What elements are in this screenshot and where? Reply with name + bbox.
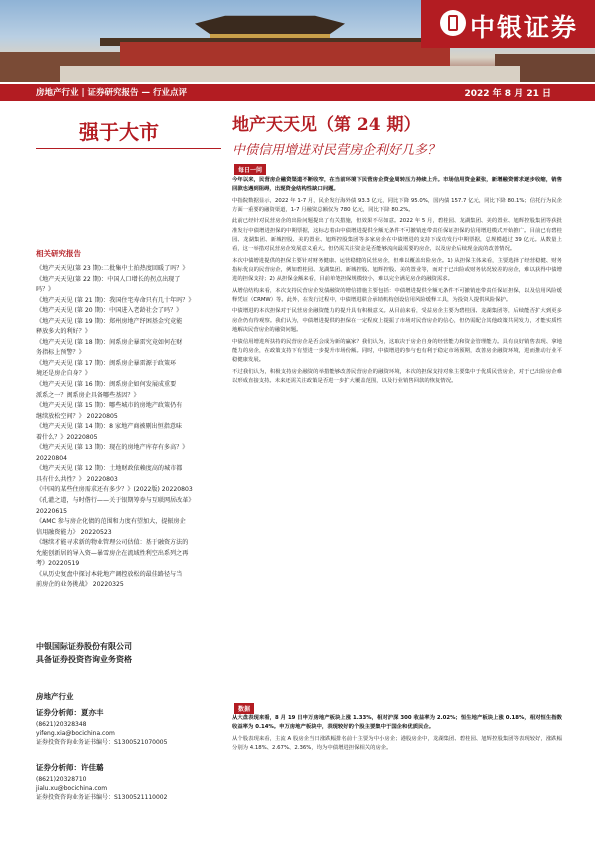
related-report-item[interactable]: 派系之一？闽系房企具备哪些基因？》 <box>36 391 140 399</box>
related-report-item[interactable]: 释放多大的利好？》 <box>36 328 91 336</box>
analyst-name: 证券分析师：夏亦丰 <box>36 708 104 717</box>
report-header-bar <box>0 84 595 101</box>
company-qualification: 具备证券投资咨询业务资格 <box>36 655 132 664</box>
related-report-item[interactable]: 《孔灌之道，与时偕行——关于银期筹券与互联网居改革》 <box>36 497 195 505</box>
related-report-item[interactable]: 具有什么共性？》 20220803 <box>36 475 118 483</box>
analyst-email[interactable]: yifeng.xia@bocichina.com <box>36 730 115 737</box>
related-report-item[interactable]: 《地产天天见 (第 18 期)：间系房企暴雷究竟如何在财 <box>36 338 183 346</box>
related-report-item[interactable]: 境还是房企自身？》 <box>36 370 91 378</box>
related-report-item[interactable]: 《地产天天见 (第 15 期)：哪些城市的房地产政策仍有 <box>36 402 183 410</box>
related-report-item[interactable]: 《地产天天见(第 23 期):二批集中土拍热度回暖了吗？》 <box>36 265 189 272</box>
report-title: 地产天天见（第 24 期） <box>232 115 421 135</box>
divider <box>36 148 221 149</box>
related-report-item[interactable]: 着什么？》20220805 <box>36 433 98 441</box>
paragraph: 中指院数据显示，2022 年 1-7 月，民企发行海外债 93.3 亿元，同比下降 95.0%，国内债 157.7 亿元，同比下降 80.1%；信托行为民企方面一重要的融资渠道，1-7 月融资总额仅为 780 亿元，同比下降 80.2%。 <box>232 197 562 214</box>
related-reports-list <box>36 264 216 591</box>
report-date: 2022 年 8 月 21 日 <box>464 89 551 99</box>
company-info <box>36 640 132 666</box>
related-reports-title: 相关研究报告 <box>36 249 81 258</box>
related-report-item[interactable]: 20220804 <box>36 454 68 462</box>
paragraph: 中债增进的本次担保对于民营房企融资能力的提升具有积极意义。从目前来看，受益房企主要为碧桂园、龙湖集团等，后续能否扩大到更多房企仍有待观察。我们认为，中债增进提供的担保在一定程度上提振了市场对民营房企的信心，但仍需配合其他政策共同发力，才能实质性地解决民营房企的融资问题。 <box>232 308 562 334</box>
section-tag: 数据 <box>234 703 254 714</box>
related-report-item[interactable]: 《地产天天见 (第 14 期)：8 家地产商被剔出恒指意味 <box>36 423 183 431</box>
analyst-name: 证券分析师：许佳璐 <box>36 763 104 772</box>
related-report-item[interactable]: 《中国的某些住房需求还有多少？》(2022版) 20220803 <box>36 486 193 494</box>
related-report-item[interactable]: 《地产天天见 (第 19 期)：郑州房地产纾困基金究竟能 <box>36 317 183 325</box>
body-text <box>232 176 562 388</box>
analyst-email[interactable]: jialu.xu@bocichina.com <box>36 785 108 792</box>
company-name: 中银国际证券股份有限公司 <box>36 642 132 651</box>
related-report-item[interactable]: 《AMC 参与房企化债的范围和力度有望加大，提振房企 <box>36 518 186 526</box>
analyst-cert: 证券投资咨询业务证书编号：S1300521070005 <box>36 739 168 746</box>
related-report-item[interactable]: 《地产天天见(第 22 期)：中国人口增长的拐点出现了 <box>36 275 181 283</box>
paragraph: 从个股表现来看，主流 A 股房企当日涨跌幅排名前十主要为中小房企；港股房企中，龙湖集团、碧桂园、旭辉控股集团等表现较好，涨跌幅分别为 4.18%、2.67%、2.36%，均为中债增进担保相关的房企。 <box>232 735 562 752</box>
related-report-item[interactable]: 《地产天天见 (第 17 期)：闽系房企暴雷源于政策环 <box>36 359 177 367</box>
industry-label: 房地产行业 <box>36 692 74 701</box>
related-report-item[interactable]: 信用融资能力》 20220523 <box>36 528 112 536</box>
related-report-item[interactable]: 《地产天天见 (第 12 期)：土地财政依赖度高的城市都 <box>36 465 183 473</box>
related-report-item[interactable]: 允能创新居的导入资—暴雪房企在流域性利空出系列之再 <box>36 549 189 557</box>
related-report-item[interactable]: 《继续才能寻求新的物业管理公司估值：基于融资方法的 <box>36 539 189 547</box>
related-report-item[interactable]: 《地产天天见 (第 16 期)：闽系房企如何发展成重要 <box>36 381 177 389</box>
related-report-item[interactable]: 吗？》 <box>36 286 55 294</box>
related-report-item[interactable]: 《地产天天见 (第 20 期)：中国进入老龄社会了吗？》 <box>36 307 183 315</box>
analyst-cert: 证券投资咨询业务证书编号：S1300521110002 <box>36 794 168 801</box>
report-category: 房地产行业 | 证券研究报告 — 行业点评 <box>36 88 187 98</box>
analyst-block <box>36 708 221 747</box>
paragraph: 从大盘表现来看，8 月 19 日申万房地产板块上涨 1.33%，相对沪深 300 收益率为 2.02%；恒生地产板块上涨 0.18%，相对恒生指数收益率为 0.14%。申万房地产板块中，表现较好的个股主要集中于国企和优质民企。 <box>232 715 562 731</box>
paragraph: 不过我们认为，积极支持房企融资的举措能够改善民营房企的融资环境，本次的担保支持对象主要集中于优质民营房企，对于已出险房企难以形成直接支持。未来还需关注政策是否进一步扩大覆盖范围，以及行业销售回款的恢复情况。 <box>232 368 562 384</box>
related-report-item[interactable]: 继续放松空间？》 20220805 <box>36 412 118 420</box>
paragraph: 本次中债增进提供的担保主要针对财务健康、运营稳健的民营房企，但难以覆盖出险房企。1) 从担保主体来看，主要选择了经营稳健、财务指标优良的民营房企，例如碧桂园、龙湖集团、新城控股、旭辉控股、美的置业等，而对于已出险或财务状况较差的房企，难以获得中债增进的担保支持；2) 从担保金额来看，目前单笔担保规模较小，难以完全满足房企的融资需求。 <box>232 257 562 283</box>
paragraph: 中债信用增进所扶持的民营房企是否会成为新的赢家？我们认为，这取决于房企自身的经营能力和资金管理能力。具有良好销售表现、拿地能力的房企，在政策支持下有望进一步提升市场份额。同时，中债增进的参与也有利于稳定市场预期，改善房企融资环境，进而推动行业平稳健康发展。 <box>232 338 562 364</box>
section-tag: 每日一问 <box>234 164 266 175</box>
related-report-item[interactable]: 考》20220519 <box>36 560 80 568</box>
analyst-phone: (8621)20328348 <box>36 721 87 728</box>
related-report-item[interactable]: 《地产天天见 (第 13 期)：现在的房地产库存有多高？》 <box>36 444 189 452</box>
paragraph: 从增信结构来看，本次支持民营房企发债融资的增信措施主要包括：中债增进提供全额无条件不可撤销连带责任保证担保，以及信用风险缓释凭证（CRMW）等。此外，在发行过程中，中债增进联合承销机构创设信用风险缓释工具，为投资人提供风险保护。 <box>232 287 562 304</box>
body-text <box>232 714 562 755</box>
related-report-item[interactable]: 前房企的业务挑战》 20220325 <box>36 581 124 589</box>
analyst-block <box>36 763 221 802</box>
paragraph: 今年以来，民营房企融资渠道不断收窄，在当前环境下民营房企资金周转压力持续上升。市场信用资金紧张，新增融资需求逐步收缩，销售回款也遇到阻碍，出现资金结构性缺口问题。 <box>232 177 562 193</box>
related-report-item[interactable]: 务指标上预警？》 <box>36 349 85 357</box>
related-report-item[interactable]: 《从历史复盘中探讨本轮地产调控放松的最佳路径与当 <box>36 570 183 578</box>
industry-rating: 强于大市 <box>79 120 159 144</box>
bank-logo-icon <box>440 10 466 36</box>
paragraph: 此前已经针对民营房企的出险问题提出了有关措施，但效果不尽如意。2022 年 5 月，碧桂园、龙湖集团、美的置业、旭辉控股集团等获批准发行中债增进担保的中期票据，这标志着由中债增进提供全额无条件不可撤销连带责任保证担保的信用增进模式开始推广。目前已有碧桂园、龙湖集团、新城控股、美的置业、旭辉控股集团等多家房企在中债增进的支持下成功发行中期票据，总规模超过 39 亿元。从数量上看，这一举措对民营房企发展意义重大。但仍需关注资金是否能够流向最需要的房企，以及房企后续现金流的改善情况。 <box>232 218 562 253</box>
analyst-phone: (8621)20328710 <box>36 776 87 783</box>
report-subtitle: 中债信用增进对民营房企利好几多？ <box>232 143 441 158</box>
related-report-item[interactable]: 20220615 <box>36 507 68 515</box>
related-report-item[interactable]: 《地产天天见 (第 21 期)：我国住宅寿命只有几十年吗？》 <box>36 296 195 304</box>
brand-name: 中银证券 <box>470 13 579 42</box>
